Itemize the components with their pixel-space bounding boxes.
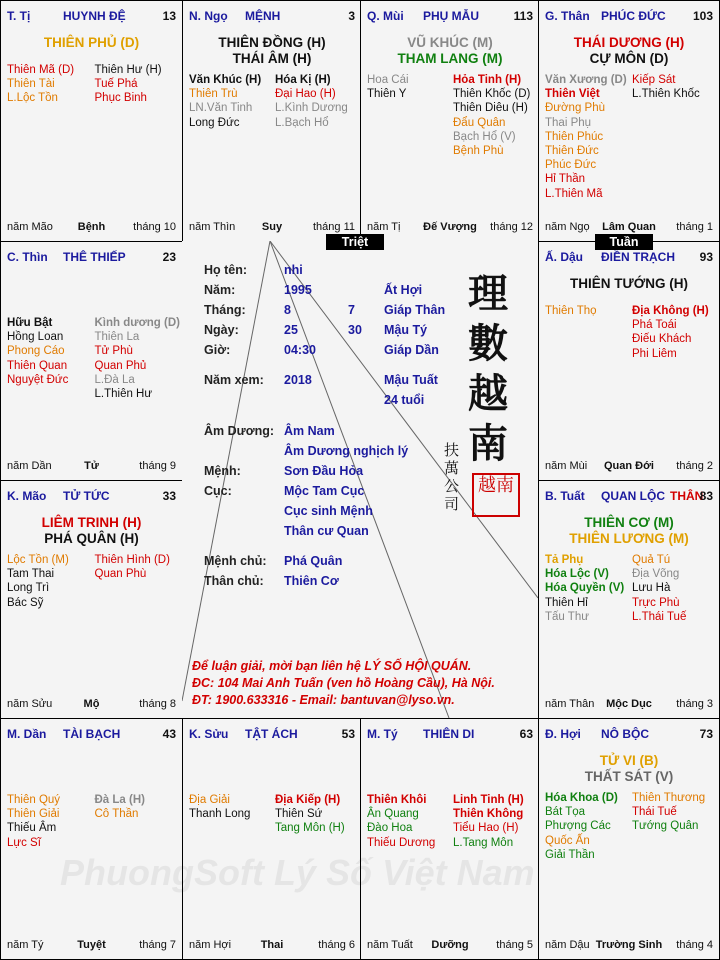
- minor-star: Hóa Khoa (D): [545, 792, 618, 804]
- minor-star: Tang Môn (H): [275, 822, 345, 835]
- minor-star: Thiên Khôi: [367, 794, 427, 806]
- palace-number: 53: [341, 727, 355, 741]
- minor-star: Thiên Thương: [632, 792, 706, 804]
- minor-star: Quan Phủ: [94, 359, 147, 372]
- amduong-value: Âm Nam: [284, 424, 335, 438]
- seal-text: 越南: [478, 475, 514, 496]
- palace-year: năm Mùi: [545, 460, 588, 472]
- minor-star: Tả Phụ: [545, 554, 584, 566]
- minor-star: Địa Không (H): [632, 305, 709, 317]
- palace-life-stage: Tử: [84, 460, 99, 472]
- palace-header: [7, 250, 176, 266]
- menh-chu-value: Phá Quân: [284, 554, 343, 568]
- palace-month: tháng 10: [133, 221, 176, 233]
- minor-star: Thiên Giải: [7, 808, 60, 821]
- palace-month: tháng 8: [139, 698, 176, 710]
- palace-header: [189, 9, 355, 25]
- view-year-value: 2018: [284, 373, 312, 387]
- palace-header: [7, 727, 176, 743]
- palace-number: 43: [162, 727, 176, 741]
- minor-star: LN.Văn Tinh: [189, 102, 253, 115]
- minor-star: Đào Hoa: [367, 822, 413, 835]
- minor-star: Thiếu Âm: [7, 822, 57, 835]
- major-star: THÁI DƯƠNG (H): [573, 35, 685, 50]
- minor-star: Quả Tú: [632, 554, 671, 566]
- age-value: 24 tuổi: [384, 393, 425, 407]
- palace-month: tháng 5: [496, 939, 533, 951]
- palace-box: [0, 0, 183, 242]
- minor-star: Phá Toái: [632, 319, 677, 332]
- palace-number: 73: [699, 727, 713, 741]
- minor-star: Linh Tinh (H): [453, 794, 524, 806]
- year-value: 1995: [284, 283, 312, 297]
- palace-month: tháng 4: [676, 939, 713, 951]
- palace-year: năm Ngọ: [545, 221, 590, 233]
- minor-star: Tiểu Hao (H): [453, 822, 519, 835]
- major-star: THAM LANG (M): [397, 51, 503, 66]
- minor-stars-left: [7, 793, 60, 850]
- palace-footer: [545, 219, 713, 233]
- minor-star: Bác Sỹ: [7, 596, 44, 609]
- major-star: PHÁ QUÂN (H): [44, 531, 139, 546]
- month-lunar: 7: [348, 303, 355, 317]
- contact-phone-email: ĐT: 1900.633316 - Email: bantuvan@lyso.vn.: [192, 693, 455, 707]
- minor-star: Thiên Y: [367, 88, 407, 101]
- hour-can-chi: Giáp Dần: [384, 343, 439, 357]
- palace-box: [360, 718, 540, 960]
- palace-life-stage: Mộc Dục: [606, 698, 652, 710]
- minor-stars-right: [632, 73, 700, 101]
- palace-year: năm Dần: [7, 460, 52, 472]
- palace-life-stage: Đế Vượng: [423, 221, 477, 233]
- palace-box: [538, 480, 720, 719]
- palace-header: [7, 489, 176, 505]
- palace-year: năm Tị: [367, 221, 401, 233]
- palace-header: [367, 9, 533, 25]
- palace-branch: G. Thân: [545, 9, 590, 23]
- minor-stars-right: [95, 793, 145, 821]
- palace-footer: [189, 219, 355, 233]
- palace-box: [0, 718, 183, 960]
- minor-star: Ân Quang: [367, 808, 419, 821]
- palace-footer: [367, 937, 533, 951]
- minor-stars-right: [95, 316, 180, 401]
- palace-year: năm Hợi: [189, 939, 232, 951]
- than-chu-value: Thiên Cơ: [284, 574, 339, 588]
- major-stars: [539, 515, 719, 547]
- palace-month: tháng 7: [139, 939, 176, 951]
- major-stars: [539, 753, 719, 785]
- minor-star: Đường Phù: [545, 102, 605, 115]
- minor-star: Bạch Hổ (V): [453, 130, 516, 143]
- minor-stars-left: [7, 63, 74, 106]
- major-star: THIÊN TƯỚNG (H): [570, 276, 688, 291]
- menh-chu-label: Mệnh chủ:: [204, 554, 267, 568]
- watermark-text: PhuongSoft Lý Số Việt Nam: [60, 852, 535, 893]
- palace-year: năm Dậu: [545, 939, 590, 951]
- palace-header: [545, 250, 713, 266]
- minor-star: Trực Phù: [632, 596, 680, 609]
- minor-star: L.Tang Môn: [453, 836, 514, 849]
- palace-year: năm Thân: [545, 698, 595, 710]
- cuc-note-1: Cục sinh Mệnh: [284, 504, 373, 518]
- minor-star: Địa Võng: [632, 568, 680, 581]
- major-stars: [1, 35, 182, 51]
- major-stars: [361, 35, 539, 67]
- minor-star: Thiên Việt: [545, 88, 600, 101]
- palace-year: năm Thìn: [189, 221, 236, 233]
- palace-branch: M. Tý: [367, 727, 398, 741]
- palace-box: [538, 718, 720, 960]
- minor-star: Thiên Hư (H): [94, 64, 162, 76]
- palace-life-stage: Dưỡng: [431, 939, 469, 951]
- minor-stars-right: [95, 63, 162, 106]
- minor-star: Giải Thần: [545, 848, 595, 861]
- minor-star: Phong Cáo: [7, 345, 65, 358]
- palace-footer: [7, 458, 176, 472]
- palace-branch: K. Mão: [7, 489, 47, 503]
- view-year-label: Năm xem:: [204, 373, 264, 387]
- minor-stars-right: [453, 793, 524, 850]
- minor-star: Thiên Hỉ: [545, 596, 588, 609]
- palace-box: [182, 718, 362, 960]
- major-star: THIÊN LƯƠNG (M): [569, 531, 689, 546]
- palace-name: QUAN LỘC: [601, 489, 665, 503]
- minor-star: Thái Tuế: [632, 806, 677, 819]
- cuc-label: Cục:: [204, 484, 232, 498]
- minor-star: Quan Phù: [94, 568, 147, 581]
- palace-footer: [7, 696, 176, 710]
- day-label: Ngày:: [204, 323, 239, 337]
- minor-stars-left: [7, 316, 68, 387]
- major-star: THIÊN ĐỒNG (H): [218, 35, 326, 50]
- minor-star: Long Trì: [7, 582, 50, 595]
- minor-stars-left: [545, 791, 618, 862]
- palace-box: [538, 241, 720, 481]
- major-star: THIÊN CƠ (M): [584, 515, 674, 530]
- minor-star: Thiên Thọ: [545, 305, 597, 317]
- palace-month: tháng 6: [318, 939, 355, 951]
- minor-star: Văn Khúc (H): [189, 74, 262, 86]
- major-stars: [539, 276, 719, 292]
- minor-star: Thiên Không: [453, 808, 524, 821]
- hour-value: 04:30: [284, 343, 316, 357]
- amduong-label: Âm Dương:: [204, 424, 275, 438]
- palace-year: năm Mão: [7, 221, 53, 233]
- minor-star: Đại Hao (H): [275, 88, 336, 101]
- contact-address: ĐC: 104 Mai Anh Tuấn (ven hồ Hoàng Cầu), Hà Nội.: [192, 676, 495, 690]
- palace-name: NÔ BỘC: [601, 727, 649, 741]
- minor-star: Tướng Quân: [632, 820, 699, 833]
- minor-star: Tam Thai: [7, 568, 55, 581]
- minor-star: L.Thiên Khốc: [632, 88, 700, 101]
- calligraphy-main: 理 數 越 南: [468, 270, 508, 467]
- minor-star: L.Bạch Hổ: [275, 116, 329, 129]
- palace-name: THÊ THIẾP: [63, 250, 126, 264]
- than-chu-label: Thân chủ:: [204, 574, 264, 588]
- minor-star: Long Đức: [189, 116, 240, 129]
- palace-branch: Ấ. Dậu: [545, 250, 584, 264]
- minor-star: Hóa Kị (H): [275, 74, 331, 86]
- major-star: CỰ MÔN (D): [589, 51, 669, 66]
- name-value: nhi: [284, 263, 303, 277]
- palace-footer: [367, 219, 533, 233]
- day-lunar: 30: [348, 323, 362, 337]
- palace-name: THIÊN DI: [423, 727, 475, 741]
- palace-month: tháng 9: [139, 460, 176, 472]
- minor-stars-right: [275, 793, 345, 836]
- palace-number: 63: [519, 727, 533, 741]
- palace-branch: T. Tị: [7, 9, 31, 23]
- palace-life-stage: Thai: [260, 939, 284, 951]
- minor-star: Thiếu Dương: [367, 836, 436, 849]
- minor-stars-left: [367, 793, 435, 850]
- palace-name: ĐIỀN TRẠCH: [601, 250, 675, 264]
- minor-star: Thiên Trù: [189, 88, 238, 101]
- minor-star: Hồng Loan: [7, 331, 64, 344]
- minor-stars-left: [7, 553, 69, 610]
- palace-header: [367, 727, 533, 743]
- major-stars: [1, 515, 182, 547]
- minor-star: Địa Kiếp (H): [275, 794, 341, 806]
- cuc-note-2: Thân cư Quan: [284, 524, 369, 538]
- palace-branch: K. Sửu: [189, 727, 229, 741]
- minor-star: Thiên Quý: [7, 794, 61, 806]
- view-year-can-chi: Mậu Tuất: [384, 373, 438, 387]
- palace-number: 113: [513, 9, 533, 23]
- palace-branch: B. Tuất: [545, 489, 585, 503]
- minor-star: Bệnh Phù: [453, 145, 504, 158]
- palace-name: TẬT ÁCH: [245, 727, 298, 741]
- palace-month: tháng 1: [676, 221, 713, 233]
- palace-branch: Đ. Hợi: [545, 727, 581, 741]
- major-stars: [539, 35, 719, 67]
- minor-star: L.Thiên Mã: [545, 187, 603, 200]
- minor-star: Thiên Quan: [7, 359, 68, 372]
- minor-star: Thiên La: [94, 331, 140, 344]
- minor-star: Phúc Đức: [545, 159, 597, 172]
- minor-star: Hóa Lộc (V): [545, 568, 609, 581]
- minor-star: Nguyệt Đức: [7, 373, 69, 386]
- minor-star: Thiên Khốc (D): [453, 88, 531, 101]
- minor-star: Thanh Long: [189, 808, 251, 821]
- minor-stars-right: [453, 73, 530, 158]
- palace-number: 13: [162, 9, 176, 23]
- minor-star: Địa Giải: [189, 794, 230, 806]
- major-stars: [183, 35, 361, 67]
- minor-star: L.Thái Tuế: [632, 610, 687, 623]
- minor-star: L.Thiên Hư: [94, 388, 153, 401]
- palace-number: 83: [699, 489, 713, 503]
- minor-star: Hoa Cái: [367, 74, 409, 86]
- major-star: THẤT SÁT (V): [584, 769, 674, 784]
- palace-box: [182, 0, 362, 242]
- month-can-chi: Giáp Thân: [384, 303, 446, 317]
- minor-star: Tử Phù: [94, 345, 133, 358]
- palace-branch: N. Ngọ: [189, 9, 228, 23]
- minor-star: Thiên Mã (D): [7, 64, 75, 76]
- minor-star: Kình dương (D): [94, 317, 180, 329]
- minor-stars-left: [545, 73, 627, 201]
- palace-than-marker: THÂN: [670, 489, 704, 503]
- palace-footer: [7, 937, 176, 951]
- minor-star: Bát Tọa: [545, 806, 586, 819]
- palace-footer: [7, 219, 176, 233]
- palace-branch: M. Dần: [7, 727, 47, 741]
- minor-stars-right: [632, 304, 709, 361]
- minor-star: L.Lộc Tồn: [7, 92, 58, 105]
- palace-number: 23: [162, 250, 176, 264]
- palace-name: PHỤ MẪU: [423, 9, 479, 23]
- palace-header: [545, 9, 713, 25]
- palace-footer: [189, 937, 355, 951]
- palace-number: 33: [162, 489, 176, 503]
- palace-life-stage: Lâm Quan: [602, 221, 656, 233]
- palace-month: tháng 3: [676, 698, 713, 710]
- palace-year: năm Tý: [7, 939, 44, 951]
- minor-star: Thiên Tài: [7, 78, 55, 91]
- minor-star: Đẩu Quân: [453, 116, 506, 129]
- minor-star: Phục Binh: [94, 92, 147, 105]
- minor-star: Phượng Các: [545, 820, 611, 833]
- year-label: Năm:: [204, 283, 236, 297]
- red-seal-stamp: [472, 473, 520, 517]
- palace-box: [0, 241, 183, 481]
- year-can-chi: Ất Hợi: [384, 283, 423, 297]
- minor-star: Phi Liêm: [632, 347, 677, 360]
- name-label: Họ tên:: [204, 263, 248, 277]
- minor-stars-left: [189, 793, 250, 821]
- minor-stars-right: [632, 553, 686, 624]
- hour-label: Giờ:: [204, 343, 231, 357]
- minor-star: L.Kình Dương: [275, 102, 348, 115]
- palace-name: HUYNH ĐỆ: [63, 9, 126, 23]
- major-star: VŨ KHÚC (M): [407, 35, 493, 50]
- amduong-note: Âm Dương nghịch lý: [284, 444, 409, 458]
- minor-star: Quốc Ấn: [545, 834, 590, 847]
- minor-star: Thiên Đức: [545, 145, 599, 158]
- palace-box: [0, 480, 183, 719]
- minor-star: Thai Phụ: [545, 116, 592, 129]
- palace-branch: C. Thìn: [7, 250, 48, 264]
- minor-stars-left: [545, 304, 597, 318]
- palace-footer: [545, 458, 713, 472]
- day-solar: 25: [284, 323, 298, 337]
- palace-name: TỬ TỨC: [63, 489, 110, 503]
- palace-life-stage: Trường Sinh: [595, 939, 663, 951]
- month-solar: 8: [284, 303, 291, 317]
- minor-stars-left: [545, 553, 624, 624]
- palace-header: [7, 9, 176, 25]
- palace-number: 103: [692, 9, 713, 23]
- minor-star: Hóa Quyền (V): [545, 582, 625, 595]
- major-star: THIÊN PHỦ (D): [43, 35, 140, 50]
- minor-star: Lực Sĩ: [7, 836, 41, 849]
- month-label: Tháng:: [204, 303, 246, 317]
- contact-line-1: Để luận giải, mời bạn liên hệ LÝ SỐ HỘI QUÁN.: [192, 659, 472, 673]
- palace-name: PHÚC ĐỨC: [601, 9, 666, 23]
- minor-star: Điếu Khách: [632, 333, 692, 346]
- minor-stars-right: [275, 73, 348, 130]
- minor-star: Kiếp Sát: [632, 74, 676, 86]
- minor-star: Hỉ Thần: [545, 173, 586, 186]
- menh-value: Sơn Đầu Hỏa: [284, 464, 364, 478]
- major-star: THÁI ÂM (H): [232, 51, 312, 66]
- palace-month: tháng 11: [312, 221, 355, 233]
- cuc-value: Mộc Tam Cục: [284, 484, 365, 498]
- major-star: LIÊM TRINH (H): [41, 515, 142, 530]
- minor-stars-left: [367, 73, 409, 101]
- minor-star: Đà La (H): [94, 794, 145, 806]
- minor-star: Tấu Thư: [545, 610, 589, 623]
- minor-star: L.Đà La: [94, 373, 135, 386]
- palace-name: TÀI BẠCH: [63, 727, 121, 741]
- palace-number: 3: [348, 9, 355, 23]
- palace-number: 93: [699, 250, 713, 264]
- palace-life-stage: Mộ: [83, 698, 100, 710]
- palace-box: [360, 0, 540, 242]
- day-can-chi: Mậu Tý: [384, 323, 428, 337]
- minor-star: Tuế Phá: [94, 78, 138, 91]
- minor-stars-left: [189, 73, 261, 130]
- palace-header: [545, 489, 713, 505]
- palace-box: [538, 0, 720, 242]
- palace-life-stage: Bệnh: [77, 221, 106, 233]
- minor-star: Thiên Diêu (H): [453, 102, 528, 115]
- major-star: TỬ VI (B): [599, 753, 659, 768]
- minor-stars-right: [632, 791, 705, 834]
- palace-life-stage: Tuyệt: [77, 939, 106, 951]
- palace-footer: [545, 937, 713, 951]
- palace-life-stage: Quan Đới: [604, 460, 654, 472]
- palace-header: [189, 727, 355, 743]
- center-info-panel: [182, 241, 538, 718]
- palace-name: MỆNH: [245, 9, 281, 23]
- tuan-tag: Tuần: [595, 234, 653, 250]
- palace-year: năm Sửu: [7, 698, 53, 710]
- palace-month: tháng 2: [676, 460, 713, 472]
- minor-star: Hữu Bật: [7, 317, 53, 329]
- palace-footer: [545, 696, 713, 710]
- minor-star: Cô Thần: [94, 808, 139, 821]
- palace-branch: Q. Mùi: [367, 9, 404, 23]
- palace-year: năm Tuất: [367, 939, 413, 951]
- minor-star: Thiên Hình (D): [94, 554, 170, 566]
- calligraphy-side: 扶 萬 公 司: [444, 441, 460, 513]
- minor-star: Lộc Tồn (M): [7, 554, 69, 566]
- palace-header: [545, 727, 713, 743]
- menh-label: Mệnh:: [204, 464, 241, 478]
- minor-stars-right: [95, 553, 170, 581]
- palace-life-stage: Suy: [261, 221, 283, 233]
- minor-star: Lưu Hà: [632, 582, 671, 595]
- palace-month: tháng 12: [490, 221, 533, 233]
- minor-star: Thiên Phúc: [545, 130, 604, 143]
- minor-star: Hỏa Tinh (H): [453, 74, 522, 86]
- triet-tag: Triệt: [326, 234, 384, 250]
- minor-star: Thiên Sứ: [275, 808, 323, 821]
- minor-star: Văn Xương (D): [545, 74, 627, 86]
